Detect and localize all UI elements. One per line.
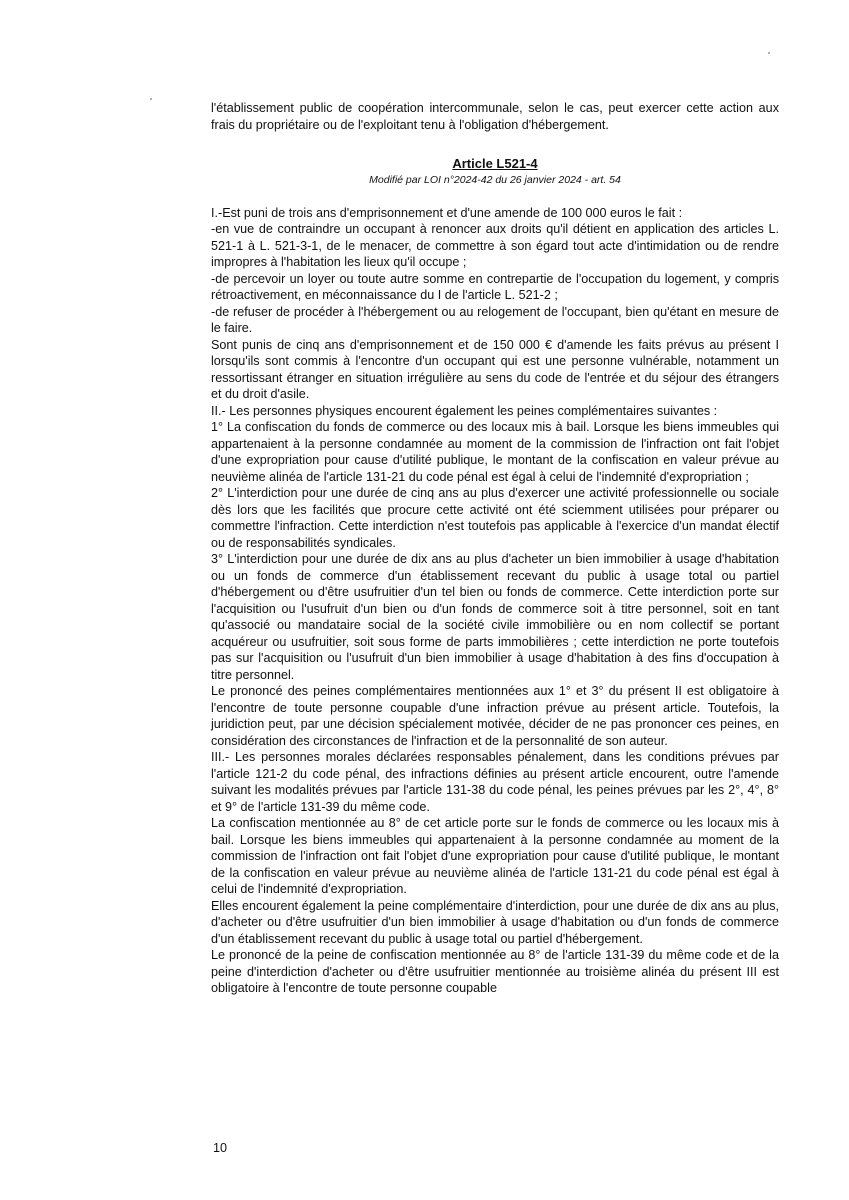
paragraph: -de refuser de procéder à l'hébergement ou au relogement de l'occupant, bien qu'étant en mesure de le faire. xyxy=(211,304,779,335)
document-body xyxy=(211,100,779,997)
paragraph: III.- Les personnes morales déclarées responsables pénalement, dans les conditions prévues par l'article 121-2 du code pénal, des infractions définies au présent article encourent, outre l'amende suivant les modalités prévues par l'article 131-38 du code pénal, les peines prévues par les 2°, 4°, 8° et 9° de l'article 131-39 du même code. xyxy=(211,750,779,814)
article-modification-note: Modifié par LOI n°2024-42 du 26 janvier 2024 - art. 54 xyxy=(369,173,621,186)
scan-speck xyxy=(768,52,770,54)
article-title: Article L521-4 xyxy=(452,156,538,171)
paragraph: Le prononcé des peines complémentaires mentionnées aux 1° et 3° du présent II est obligatoire à l'encontre de toute personne coupable d'une infraction prévue au présent article. Toutefois, la juridiction peut, par une décision spécialement motivée, décider de ne pas prononcer ces peines, en considération des circonstances de l'infraction et de la personnalité de son auteur. xyxy=(211,684,779,748)
article-header xyxy=(211,155,779,187)
paragraph: La confiscation mentionnée au 8° de cet article porte sur le fonds de commerce ou les locaux mis à bail. Lorsque les biens immeubles qui appartenaient à la personne condamnée au moment de la commission de l'infraction ont fait l'objet d'une expropriation pour cause d'utilité publique, le montant de la confiscation en valeur prévue au neuvième alinéa de l'article 131-21 du code pénal est égal à celui de l'indemnité d'expropriation. xyxy=(211,816,779,896)
paragraph: 1° La confiscation du fonds de commerce ou des locaux mis à bail. Lorsque les biens immeubles qui appartenaient à la personne condamnée au moment de la commission de l'infraction ont fait l'objet d'une expropriation pour cause d'utilité publique, le montant de la confiscation en valeur prévue au neuvième alinéa de l'article 131-21 du code pénal est égal à celui de l'indemnité d'expropriation ; xyxy=(211,420,779,484)
paragraph: Sont punis de cinq ans d'emprisonnement et de 150 000 € d'amende les faits prévus au présent I lorsqu'ils sont commis à l'encontre d'un occupant qui est une personne vulnérable, notamment un ressortissant étranger en situation irrégulière au sens du code de l'entrée et du séjour des étrangers et du droit d'asile. xyxy=(211,337,779,401)
paragraph: 3° L'interdiction pour une durée de dix ans au plus d'acheter un bien immobilier à usage d'habitation ou un fonds de commerce d'un établissement recevant du public à usage total ou partiel d'hébergement ou d'être usufruitier d'un tel bien ou fonds de commerce. Cette interdiction porte sur l'acquisition ou l'usufruit d'un bien ou d'un fonds de commerce soit à titre personnel, soit en tant qu'associé ou mandataire social de la société civile immobilière ou en nom collectif se portant acquéreur ou usufruitier, soit sous forme de parts immobilières ; cette interdiction ne porte toutefois pas sur l'acquisition ou l'usufruit d'un bien immobilier à usage d'habitation à des fins d'occupation à titre personnel. xyxy=(211,552,779,682)
paragraph: 2° L'interdiction pour une durée de cinq ans au plus d'exercer une activité professionnelle ou sociale dès lors que les facilités que procure cette activité ont été sciemment utilisées pour préparer ou commettre l'infraction. Cette interdiction n'est toutefois pas applicable à l'exercice d'un mandat électif ou de responsabilités syndicales. xyxy=(211,486,779,550)
scan-speck xyxy=(150,98,152,100)
paragraph: -de percevoir un loyer ou toute autre somme en contrepartie de l'occupation du logement, y compris rétroactivement, en méconnaissance du I de l'article L. 521-2 ; xyxy=(211,271,779,302)
paragraph: Le prononcé de la peine de confiscation mentionnée au 8° de l'article 131-39 du même code et de la peine d'interdiction d'acheter ou d'être usufruitier mentionnée au troisième alinéa du présent III est obligatoire à l'encontre de toute personne coupable xyxy=(211,948,779,995)
paragraph: II.- Les personnes physiques encourent également les peines complémentaires suivantes : xyxy=(211,403,718,418)
paragraph: -en vue de contraindre un occupant à renoncer aux droits qu'il détient en application des articles L. 521-1 à L. 521-3-1, de le menacer, de commettre à son égard tout acte d'intimidation ou de rendre impropres à l'habitation les lieux qu'il occupe ; xyxy=(211,222,779,269)
page-number: 10 xyxy=(213,1141,228,1155)
paragraph: I.-Est puni de trois ans d'emprisonnement et d'une amende de 100 000 euros le fait : xyxy=(211,205,683,220)
intro-paragraph: l'établissement public de coopération intercommunale, selon le cas, peut exercer cette action aux frais du propriétaire ou de l'exploitant tenu à l'obligation d'hébergement. xyxy=(211,101,779,132)
paragraph: Elles encourent également la peine complémentaire d'interdiction, pour une durée de dix ans au plus, d'acheter ou d'être usufruitier d'un bien immobilier à usage d'habitation ou d'un fonds de commerce d'un établissement recevant du public à usage total ou partiel d'hébergement. xyxy=(211,898,779,946)
